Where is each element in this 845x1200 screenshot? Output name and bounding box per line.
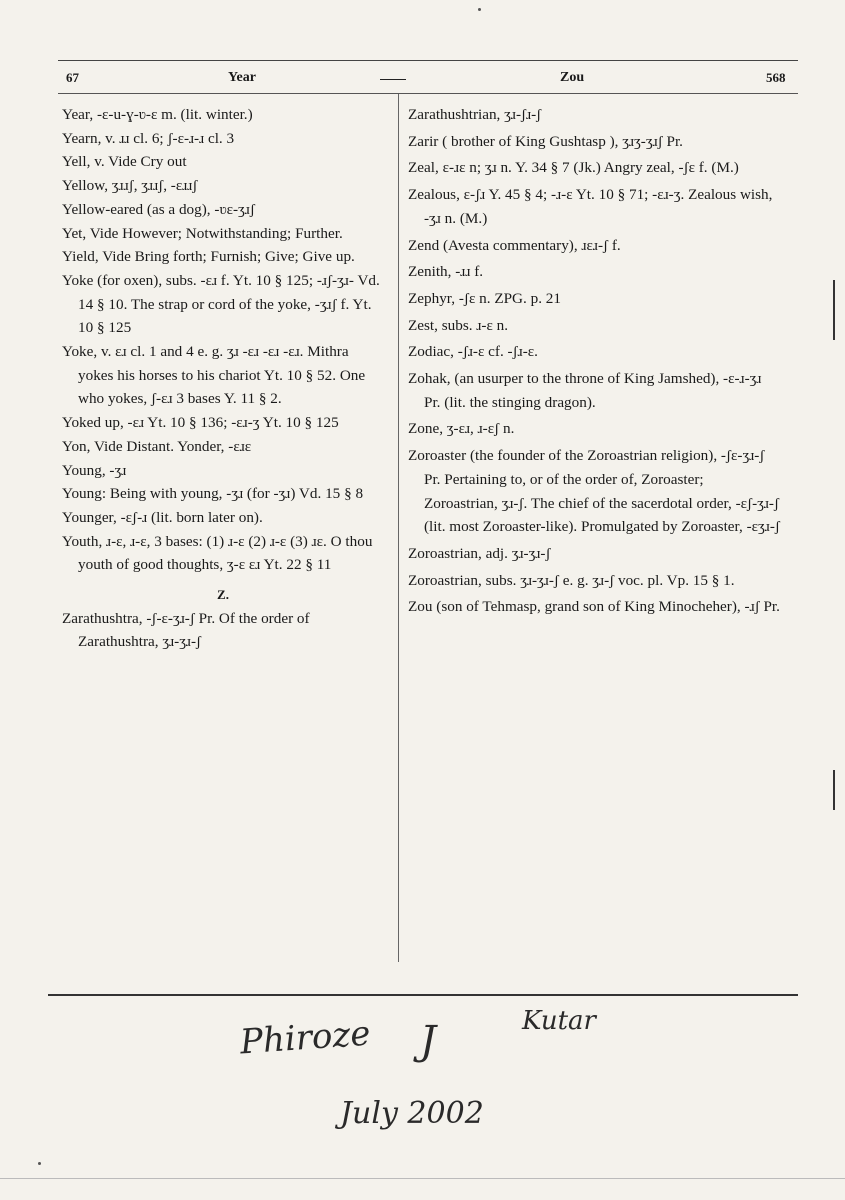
entry-zodiac: Zodiac, -ʃɹ-ɛ cf. -ʃɹ-ɛ.	[408, 343, 538, 361]
margin-scan-mark	[833, 280, 835, 340]
entry-yoke-verb: Yoke, v. ɛɹ cl. 1 and 4 e. g. ʒɹ -ɛɹ -ɛɹ -ɛɹ. Mithra yokes his horses to his chariot Yt. 10 § 52. One who yokes, ʃ-ɛɹ 3 bases Y. 11 § 2.	[62, 343, 366, 408]
signature-initial: J	[420, 1018, 437, 1064]
entry-zenith: Zenith, -ɹɹ f.	[408, 263, 484, 281]
entry-zoroastrian-adj: Zoroastrian, adj. ʒɹ-ʒɹ-ʃ	[408, 544, 551, 562]
entry-zoroaster: Zoroaster (the founder of the Zoroastrian religion), -ʃɛ-ʒɹ-ʃ Pr. Pertaining to, or of the order of, Zoroaster; Zoroastrian, ʒɹ-ʃ. The chief of the sacerdotal order, -ɛʃ-ʒɹ-ʃ (lit. most Zoroaster-like). Promulgated by Zoroaster, -ɛʒɹ-ʃ	[408, 447, 780, 536]
header-rule	[58, 93, 798, 94]
entry-youth: Youth, ɹ-ɛ, ɹ-ɛ, 3 bases: (1) ɹ-ɛ (2) ɹ-ɛ (3) ɹɛ. O thou youth of good thoughts, ʒ-ɛ ɛɹ Yt. 22 § 11	[62, 532, 373, 574]
entry-year: Year, -ɛ-u-ɣ-ʋ-ɛ m. (lit. winter.)	[62, 106, 253, 123]
entry-zealous: Zealous, ɛ-ʃɹ Y. 45 § 4; -ɹ-ɛ Yt. 10 § 71; -ɛɹ-ʒ. Zealous wish, -ʒɹ n. (M.)	[408, 186, 773, 227]
scan-speck	[478, 8, 481, 11]
entry-zeal: Zeal, ɛ-ɹɛ n; ʒɹ n. Y. 34 § 7 (Jk.) Angry zeal, -ʃɛ f. (M.)	[408, 159, 739, 177]
entry-zephyr: Zephyr, -ʃɛ n. ZPG. p. 21	[408, 289, 561, 307]
entry-yoke-subs: Yoke (for oxen), subs. -ɛɹ f. Yt. 10 § 125; -ɹʃ-ʒɹ- Vd. 14 § 10. The strap or cord of the yoke, -ʒɹʃ f. Yt. 10 § 125	[62, 271, 380, 337]
entry-zohak: Zohak, (an usurper to the throne of King Jamshed), -ɛ-ɹ-ʒɹ Pr. (lit. the stinging dragon).	[408, 370, 762, 411]
signature-date: July 2002	[340, 1096, 484, 1131]
top-rule	[58, 60, 798, 61]
scan-speck	[38, 1162, 41, 1165]
entry-yield: Yield, Vide Bring forth; Furnish; Give; Give up.	[62, 248, 355, 266]
entry-young-with-young: Young: Being with young, -ʒɹ (for -ʒɹ) Vd. 15 § 8	[62, 485, 364, 503]
entry-younger: Younger, -ɛʃ-ɹ (lit. born later on).	[62, 508, 263, 526]
page-number-right: 568	[766, 70, 786, 85]
entry-yellow: Yellow, ʒɹɹʃ, ʒɹɹʃ, -ɛɹɹʃ	[62, 177, 198, 195]
signature-first-name: Phiroze	[238, 1013, 372, 1063]
entry-zend: Zend (Avesta commentary), ɹɛɹ-ʃ f.	[408, 236, 621, 254]
column-divider	[398, 94, 399, 962]
entry-zou: Zou (son of Tehmasp, grand son of King Minocheher), -ɹʃ Pr.	[408, 598, 780, 616]
signature-last-name: Kutar	[522, 1006, 596, 1036]
entry-yet: Yet, Vide However; Notwithstanding; Further.	[62, 224, 343, 242]
bottom-rule	[48, 994, 798, 996]
header-dash	[380, 79, 406, 80]
entry-zone: Zone, ʒ-ɛɹ, ɹ-ɛʃ n.	[408, 420, 515, 438]
page-number-left: 67	[66, 70, 79, 85]
running-head-left: Year	[228, 70, 256, 85]
entry-yell: Yell, v. Vide Cry out	[62, 153, 187, 171]
page-bottom-edge	[0, 1178, 845, 1179]
running-head-right: Zou	[560, 70, 585, 85]
entry-yellow-eared: Yellow-eared (as a dog), -ʋɛ-ʒɹʃ	[62, 200, 255, 218]
entry-yon: Yon, Vide Distant. Yonder, -ɛɹɛ	[62, 437, 252, 455]
right-column	[408, 103, 780, 619]
entry-zarir: Zarir ( brother of King Gushtasp ), ʒɹʒ-ʒɹʃ Pr.	[408, 132, 683, 150]
entry-yoked-up: Yoked up, -ɛɹ Yt. 10 § 136; -ɛɹ-ʒ Yt. 10 § 125	[62, 414, 339, 432]
section-letter-z: Z.	[217, 587, 229, 603]
entry-zarathushtrian: Zarathushtrian, ʒɹ-ʃɹ-ʃ	[408, 106, 542, 123]
entry-zarathushtra: Zarathushtra, -ʃ-ɛ-ʒɹ-ʃ Pr. Of the order of Zarathushtra, ʒɹ-ʒɹ-ʃ	[62, 609, 310, 651]
entry-young: Young, -ʒɹ	[62, 461, 127, 479]
entry-zoroastrian-subs: Zoroastrian, subs. ʒɹ-ʒɹ-ʃ e. g. ʒɹ-ʃ voc. pl. Vp. 15 § 1.	[408, 571, 735, 589]
margin-scan-mark	[833, 770, 835, 810]
left-column	[62, 103, 384, 654]
entry-yearn: Yearn, v. ɹɹ cl. 6; ʃ-ɛ-ɹ-ɹ cl. 3	[62, 129, 235, 147]
entry-zest: Zest, subs. ɹ-ɛ n.	[408, 316, 509, 334]
